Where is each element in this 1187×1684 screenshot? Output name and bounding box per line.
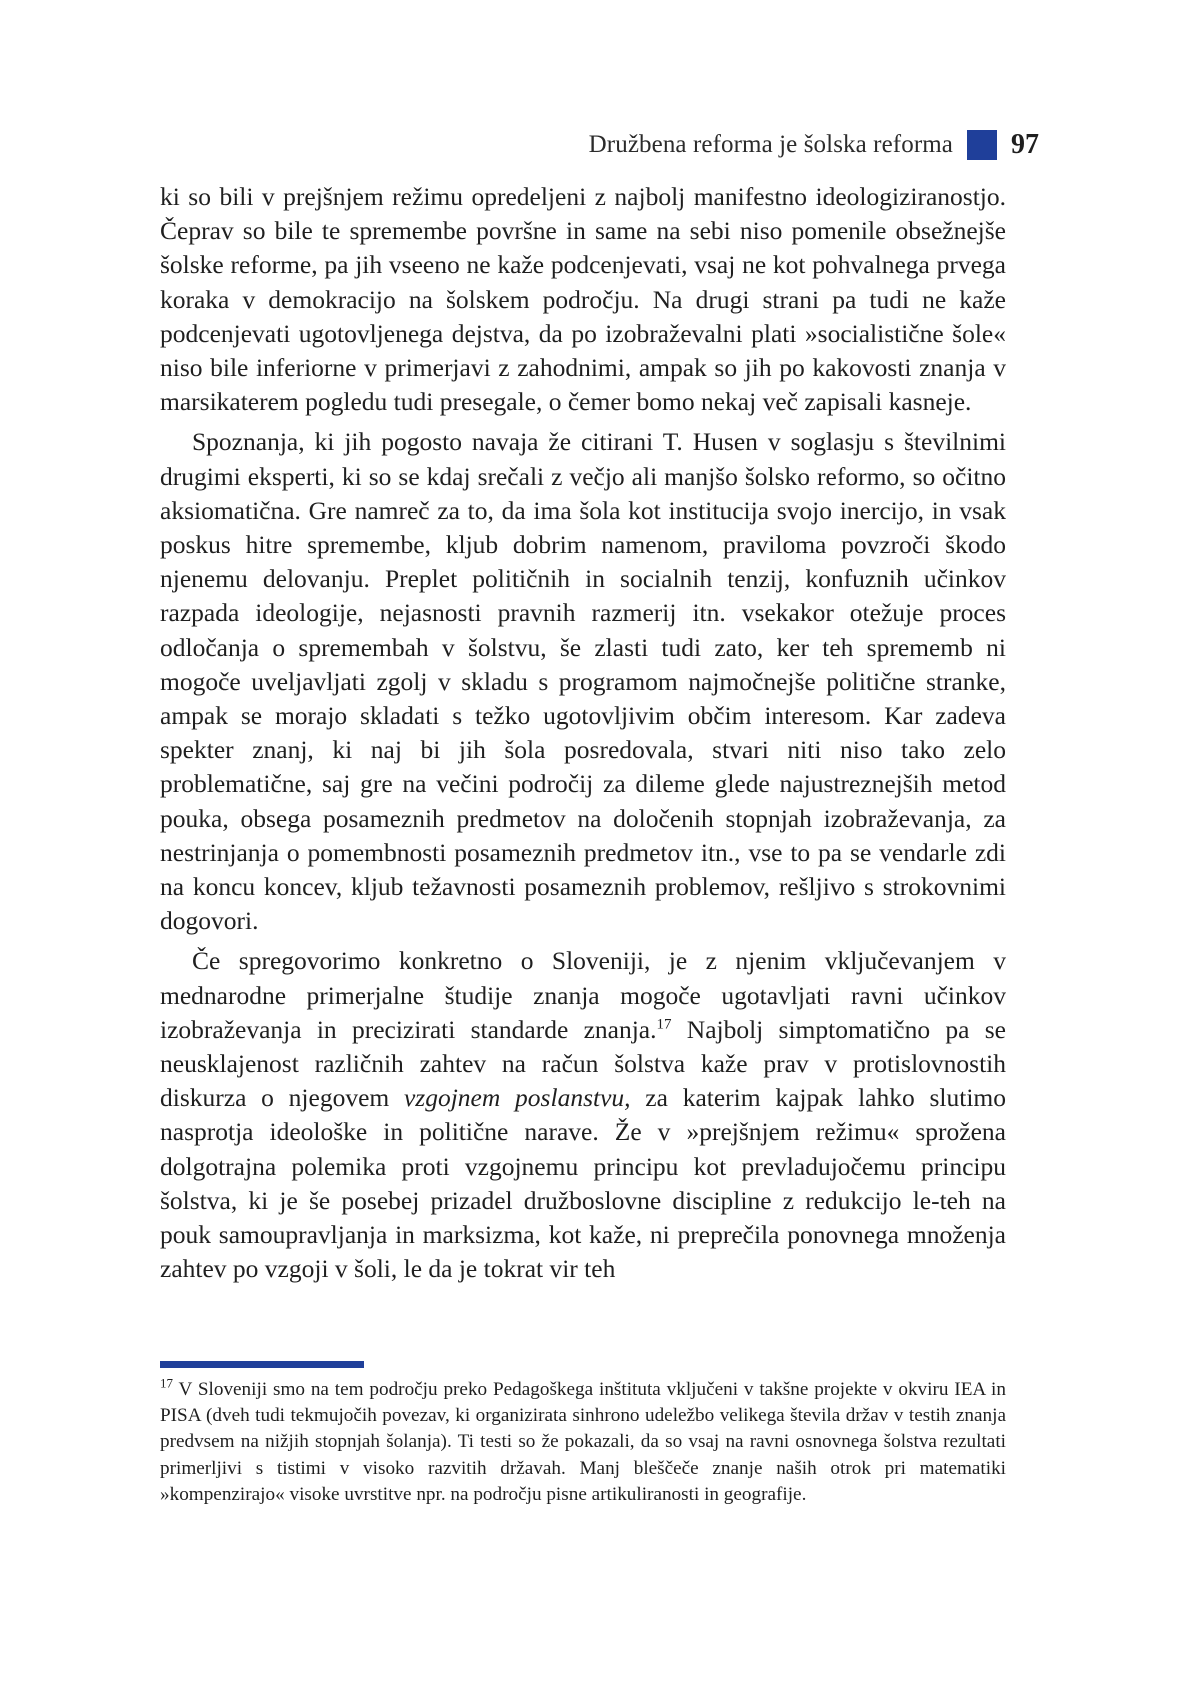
paragraph-3-part-3: za katerim kajpak lahko slutimo nasprotja ideološke in politične narave. Že v »prejšnjem režimu« sprožena dolgotrajna polemika proti vzgojnemu principu kot prevladujočemu principu šolstva, ki je še posebej prizadel družboslovne discipline z redukcijo le-teh na pouk samoupravljanja in marksizma, kot kaže, ni preprečila ponovnega množenja zahtev po vzgoji v šoli, le da je tokrat vir teh — [160, 1083, 1006, 1284]
page-number: 97 — [1011, 129, 1039, 160]
footnote-rule — [160, 1361, 364, 1368]
running-header — [589, 128, 1039, 162]
footnote-number: 17 — [160, 1375, 173, 1391]
paragraph-3-part-1: Če spregovorimo konkretno o Sloveniji, je z njenim vključevanjem v mednarodne primerjalne študije znanja mogoče ugotavljati ravni učinkov izobraževanja in precizirati standarde znanja. — [160, 946, 1006, 1044]
blue-square-marker — [967, 130, 997, 160]
paragraph-3-italic: vzgojnem poslanstvu, — [403, 1083, 631, 1113]
footnote-reference[interactable]: 17 — [656, 1016, 672, 1033]
body-text — [160, 180, 1006, 1293]
footnote-text: V Sloveniji smo na tem področju preko Pedagoškega inštituta vključeni v takšne projekte v okviru IEA in PISA (dveh tudi tekmujočih povezav, ki organizirata sinhrono udeležbo velikega števila držav v testih znanja predvsem na nižjih stopnjah šolanja). Ti testi so že pokazali, da so vsaj na ravni osnovnega šolstva rezultati primerljivi s tistimi v visoko razvitih državah. Manj bleščeče znanje naših otrok pri matematiki »kompenzirajo« visoke uvrstitve npr. na področju pisne artikuliranosti in geografije. — [160, 1379, 1006, 1505]
paragraph-3 — [160, 944, 1006, 1286]
paragraph-3-part-2: Najbolj simptomatično pa se neusklajenost različnih zahtev na račun šolstva kaže prav v protislovnostih diskurza o njegovem — [160, 1014, 1006, 1113]
footnote-17 — [160, 1377, 1006, 1508]
paragraph-2: Spoznanja, ki jih pogosto navaja že citirani T. Husen v soglasju s številnimi drugimi eksperti, ki so se kdaj srečali z večjo ali manjšo šolsko reformo, so očitno aksiomatična. Gre namreč za to, da ima šola kot institucija svojo inercijo, in vsak poskus hitre spremembe, kljub dobrim namenom, praviloma povzroči škodo njenemu delovanju. Preplet političnih in socialnih tenzij, konfuznih učinkov razpada ideologije, nejasnosti pravnih razmerij itn. vsekakor otežuje proces odločanja o spremembah v šolstvu, še zlasti tudi zato, ker teh sprememb ni mogoče uveljavljati zgolj v skladu s programom najmočnejše politične stranke, ampak se morajo skladati s težko ugotovljivim občim interesom. Kar zadeva spekter znanj, ki naj bi jih šola posredovala, stvari niti niso tako zelo problematične, saj gre na večini področij za dileme glede najustreznejših metod pouka, obsega posameznih predmetov na določenih stopnjah izobraževanja, za nestrinjanja o pomembnosti posameznih predmetov itn., vse to pa se vendarle zdi na koncu koncev, kljub težavnosti posameznih problemov, rešljivo s strokovnimi dogovori. — [160, 427, 1006, 936]
running-title: Družbena reforma je šolska reforma — [588, 131, 953, 158]
paragraph-1: ki so bili v prejšnjem režimu opredeljeni z najbolj manifestno ideologiziranostjo. Čeprav so bile te spremembe površne in same na sebi niso pomenile obsežnejše šolske reforme, pa jih vseeno ne kaže podcenjevati, vsaj ne kot pohvalnega prvega koraka v demokracijo na šolskem področju. Na drugi strani pa tudi ne kaže podcenjevati ugotovljenega dejstva, da po izobraževalni plati »socialistične šole« niso bile inferiorne v primerjavi z zahodnimi, ampak so jih po kakovosti znanja v marsikaterem pogledu tudi presegale, o čemer bomo nekaj več zapisali kasneje. — [160, 182, 1006, 417]
